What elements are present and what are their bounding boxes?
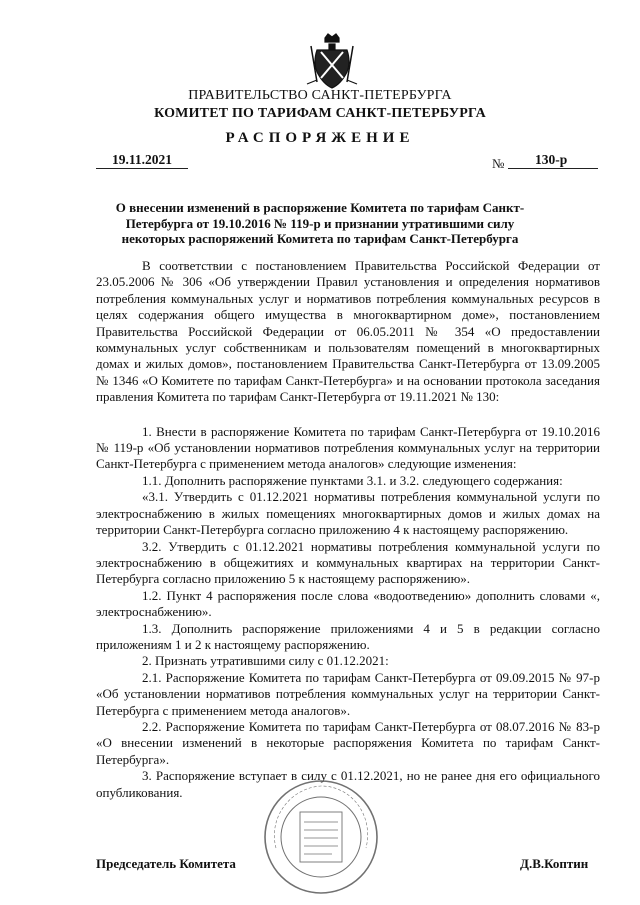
number-sign: № <box>492 156 505 171</box>
clause-2-2: 2.2. Распоряжение Комитета по тарифам Санкт-Петербурга от 08.07.2016 № 83-р «О внесении изменений в некоторые распоряжения Комитета по тарифам Санкт-Петербурга». <box>96 718 600 767</box>
signatory-name: Д.В.Коптин <box>520 856 589 871</box>
committee-heading: КОМИТЕТ ПО ТАРИФАМ САНКТ-ПЕТЕРБУРГА <box>154 106 486 121</box>
document-type: РАСПОРЯЖЕНИЕ <box>225 130 415 146</box>
clause-2-1: 2.1. Распоряжение Комитета по тарифам Санкт-Петербурга от 09.09.2015 № 97-р «Об установлении нормативов потребления коммунальных услуг на территории Санкт-Петербурга с применением метода аналогов». <box>96 669 600 718</box>
document-body <box>96 258 600 801</box>
government-heading: ПРАВИТЕЛЬСТВО САНКТ-ПЕТЕРБУРГА <box>188 88 452 103</box>
clause-1-3: 1.3. Дополнить распоряжение приложениями 4 и 5 в редакции согласно приложениям 1 и 2 к настоящему распоряжению. <box>96 620 600 652</box>
signatory-position: Председатель Комитета <box>96 856 236 871</box>
copy-stamp-icon <box>262 778 380 896</box>
document-date: 19.11.2021 <box>112 152 173 167</box>
document-title: О внесении изменений в распоряжение Комитета по тарифам Санкт-Петербурга от 19.10.2016 № 119-р и признании утратившими силу некоторых распоряжений Комитета по тарифам Санкт-Петербурга <box>115 200 525 246</box>
date-underline <box>96 168 188 169</box>
clause-1-2: 1.2. Пункт 4 распоряжения после слова «водоотведению» дополнить словами «, электроснабжению». <box>96 587 600 620</box>
clause-3: 3. Распоряжение вступает в силу с 01.12.2021, но не ранее дня его официального опубликования. <box>96 768 600 800</box>
document-number: 130-р <box>535 152 568 167</box>
clause-1: 1. Внести в распоряжение Комитета по тарифам Санкт-Петербурга от 19.10.2016 № 119-р «Об установлении нормативов потребления коммунальных услуг на территории Санкт-Петербурга с применением метода аналогов» следующие изменения: <box>96 423 600 472</box>
number-underline <box>508 168 598 169</box>
clause-3-2: 3.2. Утвердить с 01.12.2021 нормативы потребления коммунальной услуги по электроснабжению в общежитиях и коммунальных квартирах на территории Санкт-Петербурга согласно приложению 5 к настоящему распоряжению». <box>96 538 600 587</box>
clause-1-1: 1.1. Дополнить распоряжение пунктами 3.1. и 3.2. следующего содержания: <box>142 472 563 488</box>
coat-of-arms-icon <box>303 32 361 90</box>
preamble-paragraph: В соответствии с постановлением Правительства Российской Федерации от 23.05.2006 № 306 «Об утверждении Правил установления и определения нормативов потребления коммунальных услуг и нормативов потребления коммунальных ресурсов в целях содержания общего имущества в многоквартирном доме», постановлением Правительства Российской Федерации от 06.05.2011 № 354 «О предоставлении коммунальных услуг собственникам и пользователям помещений в многоквартирных домах и жилых домов», постановлением Правительства Санкт-Петербурга от 13.09.2005 № 1346 «О Комитете по тарифам Санкт-Петербурга» и на основании протокола заседания правления Комитета по тарифам Санкт-Петербурга от 19.11.2021 № 130: <box>96 258 600 405</box>
clause-2: 2. Признать утратившими силу с 01.12.2021: <box>142 653 389 669</box>
clause-3-1: «3.1. Утвердить с 01.12.2021 нормативы потребления коммунальной услуги по электроснабжению в жилых помещениях многоквартирных домов и жилых домах на территории Санкт-Петербурга согласно приложению 4 к настоящему распоряжению. <box>96 489 600 538</box>
